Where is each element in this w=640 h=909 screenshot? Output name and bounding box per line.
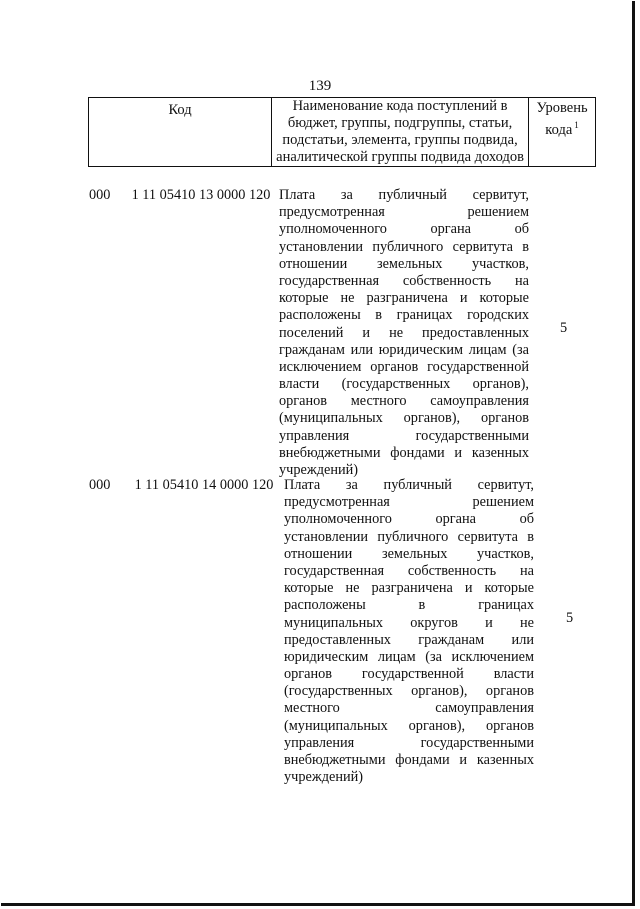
row-name-line: установлении публичного сервитута в bbox=[279, 238, 529, 255]
row-name-line: отношении земельных участков, bbox=[284, 545, 534, 562]
row-name-line: установлении публичного сервитута в bbox=[284, 528, 534, 545]
row-name-line: исключением органов государственной bbox=[279, 358, 529, 375]
row-name-line: которые не разграничена и которые bbox=[279, 290, 529, 307]
row-level: 5 bbox=[566, 610, 574, 626]
row-name-line: управления государственными bbox=[284, 734, 534, 751]
row-name-line: власти (государственных органов), bbox=[279, 376, 529, 393]
header-name bbox=[272, 98, 529, 167]
row-name-line: уполномоченного органа об bbox=[284, 511, 534, 528]
row-name-line: расположены в границах bbox=[284, 597, 534, 614]
row-name-line: внебюджетными фондами и казенных bbox=[284, 752, 534, 768]
row-name-line: поселений и не предоставленных bbox=[279, 324, 529, 341]
header-level bbox=[529, 98, 596, 167]
row-name-line: предоставленных гражданам или bbox=[284, 631, 534, 648]
income-code: 1 11 05410 14 0000 120 bbox=[134, 477, 274, 493]
page-number: 139 bbox=[308, 78, 332, 94]
header-name-line: бюджет, группы, подгруппы, статьи, bbox=[287, 115, 513, 131]
header-name-line: аналитической группы подвида доходов bbox=[276, 149, 524, 165]
row-name-line: муниципальных округов и не bbox=[284, 614, 534, 631]
row-code bbox=[89, 187, 270, 204]
row-name-line: отношении земельных участков, bbox=[279, 255, 529, 272]
header-level-line: Уровень bbox=[536, 100, 588, 116]
header-level-text: кода bbox=[545, 122, 573, 138]
row-name-line: (муниципальных органов), органов bbox=[279, 410, 529, 427]
row-name-line: предусмотренная решением bbox=[284, 494, 534, 511]
footnote-mark: 1 bbox=[574, 120, 579, 130]
admin-code: 000 bbox=[89, 477, 111, 493]
row-name-line: государственная собственность на bbox=[279, 272, 529, 289]
row-level: 5 bbox=[560, 320, 568, 336]
row-name bbox=[279, 187, 529, 479]
income-code: 1 11 05410 13 0000 120 bbox=[131, 187, 271, 203]
row-name-line: внебюджетными фондами и казенных bbox=[279, 444, 529, 461]
row-name-line: местного самоуправления bbox=[284, 700, 534, 717]
table-header bbox=[88, 97, 596, 167]
row-name-line: гражданам или юридическим лицам (за bbox=[279, 341, 529, 358]
row-name-line: (муниципальных органов), органов bbox=[284, 717, 534, 734]
row-name-line: которые не разграничена и которые bbox=[284, 580, 534, 597]
row-name-line: Плата за публичный сервитут, bbox=[279, 187, 529, 203]
row-code bbox=[89, 477, 273, 494]
row-name-line: предусмотренная решением bbox=[279, 204, 529, 221]
row-name-line: управления государственными bbox=[279, 427, 529, 444]
row-name-line: (государственных органов), органов bbox=[284, 683, 534, 700]
row-name-line: юридическим лицам (за исключением bbox=[284, 648, 534, 665]
header-name-line: Наименование кода поступлений в bbox=[292, 98, 508, 114]
header-level-line bbox=[529, 117, 595, 139]
row-name-line: Плата за публичный сервитут, bbox=[284, 477, 534, 493]
admin-code: 000 bbox=[89, 187, 111, 203]
row-name-line: органов местного самоуправления bbox=[279, 393, 529, 410]
header-code: Код bbox=[89, 98, 272, 167]
row-name bbox=[284, 477, 534, 786]
row-name-line: учреждений) bbox=[284, 769, 364, 786]
row-name-line: уполномоченного органа об bbox=[279, 221, 529, 238]
row-name-line: расположены в границах городских bbox=[279, 307, 529, 324]
header-name-line: подстатьи, элемента, группы подвида, bbox=[282, 132, 518, 148]
row-name-line: государственная собственность на bbox=[284, 562, 534, 579]
row-name-line: органов государственной власти bbox=[284, 666, 534, 683]
row-name-line: учреждений) bbox=[279, 462, 359, 478]
